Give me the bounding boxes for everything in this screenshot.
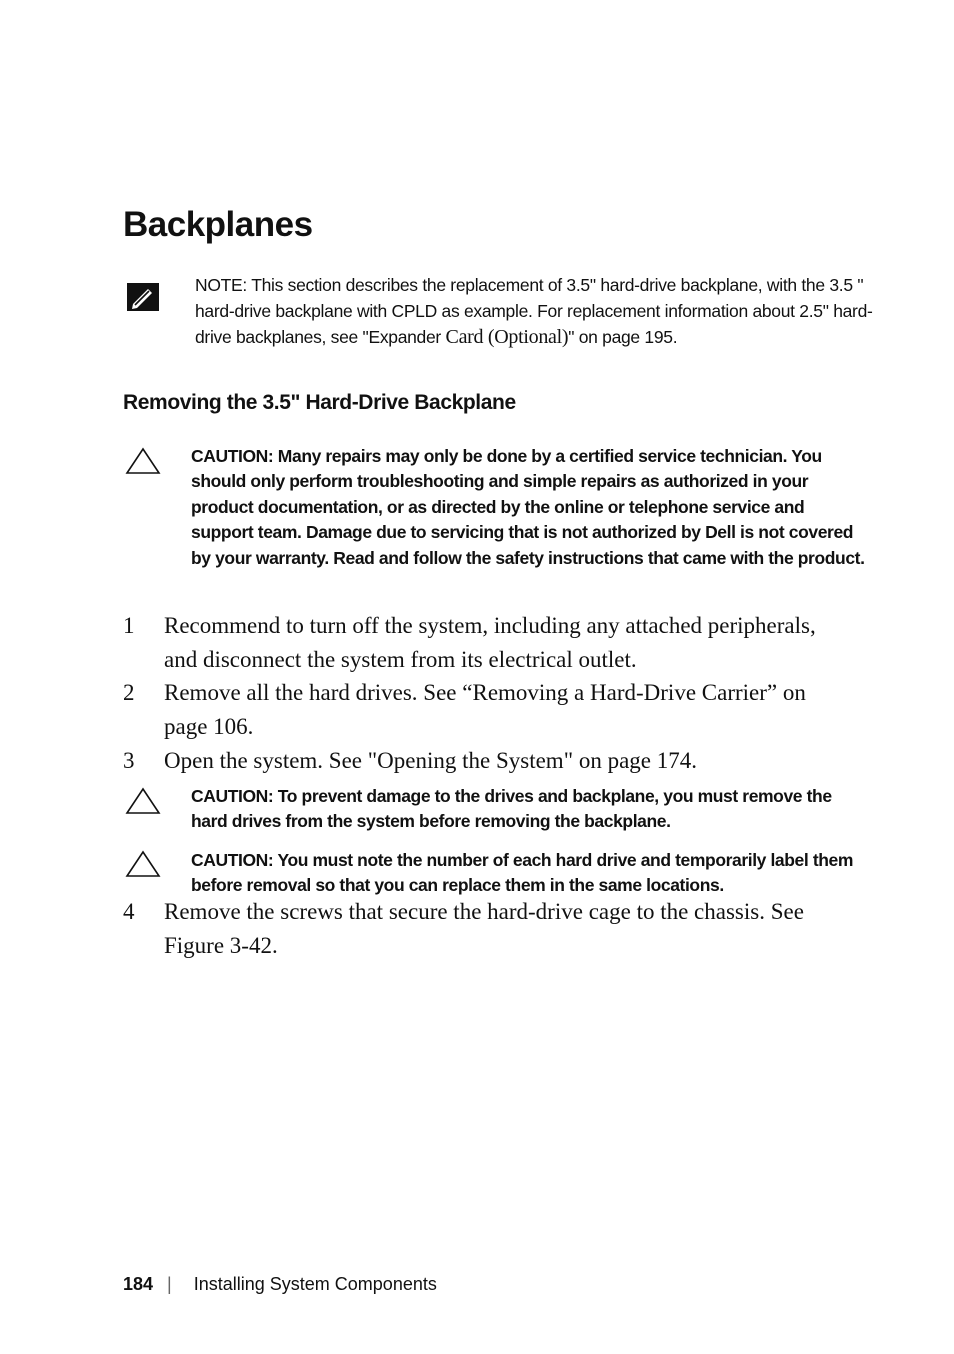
list-item xyxy=(123,676,853,744)
step-text: Recommend to turn off the system, including any attached peripherals, and disconnect the system from its electrical outlet. xyxy=(164,613,816,672)
caution-triangle-icon xyxy=(125,447,161,475)
caution-triangle-icon xyxy=(125,787,161,815)
step-text: Open the system. See "Opening the System" on page 174. xyxy=(164,748,697,773)
page-number: 184 xyxy=(123,1274,154,1294)
caution-text: CAUTION: You must note the number of each hard drive and temporarily label them before removal so that you can replace them in the same locations. xyxy=(191,850,854,896)
caution-text: CAUTION: Many repairs may only be done by a certified service technician. You should only perform troubleshooting and simple repairs as authorized in your product documentation, or as directed by the online or telephone service and support team. Damage due to servicing that is not authorized by Dell is not covered by your warranty. Read and follow the safety instructions that came with the product. xyxy=(191,446,865,568)
caution-text: CAUTION: To prevent damage to the drives and backplane, you must remove the hard drives from the system before removing the backplane. xyxy=(191,786,832,832)
step-number: 4 xyxy=(123,899,135,924)
list-item xyxy=(123,744,853,778)
note-body-a: This section describes the replacement of 3.5" hard-drive backplane, with the 3.5 " hard-drive backplane with CPLD as example. For replacement information about 2.5" hard-drive backplanes, see "Expander xyxy=(195,275,873,347)
step-number: 1 xyxy=(123,613,135,638)
section-heading: Removing the 3.5" Hard-Drive Backplane xyxy=(123,391,516,414)
page-title: Backplanes xyxy=(123,205,313,244)
note-text xyxy=(195,272,875,350)
pencil-note-icon xyxy=(126,282,160,312)
footer-separator: | xyxy=(167,1274,172,1294)
step-text: Remove all the hard drives. See “Removing a Hard-Drive Carrier” on page 106. xyxy=(164,680,806,739)
note-body-c: " on page 195. xyxy=(568,327,678,347)
list-item xyxy=(123,895,853,963)
page-footer xyxy=(123,1270,437,1298)
list-item xyxy=(123,609,853,677)
note-label: NOTE: xyxy=(195,275,247,295)
step-text: Remove the screws that secure the hard-drive cage to the chassis. See Figure 3-42. xyxy=(164,899,804,958)
footer-section-title: Installing System Components xyxy=(193,1274,437,1294)
step-number: 3 xyxy=(123,748,135,773)
note-body-link: Card (Optional) xyxy=(445,326,569,348)
caution-triangle-icon xyxy=(125,850,161,878)
step-number: 2 xyxy=(123,680,135,705)
